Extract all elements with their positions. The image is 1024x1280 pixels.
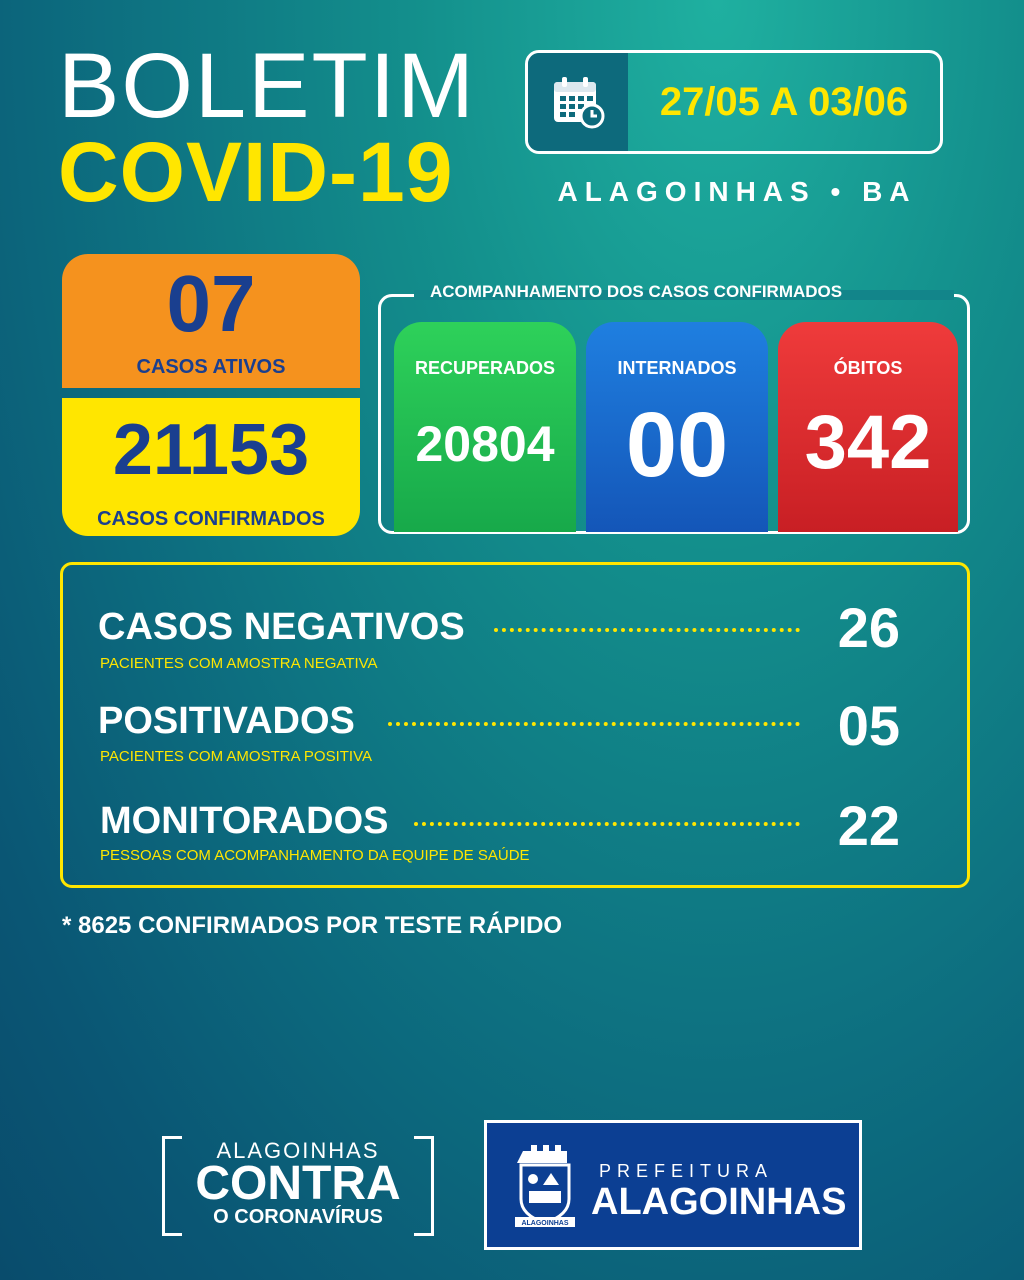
city-crest-icon [513,1141,577,1238]
prefeitura-logo [484,1120,862,1250]
prefeitura-label: PREFEITURA [599,1161,774,1181]
calendar-icon [528,53,628,151]
deaths-card [778,322,958,532]
positive-title: POSITIVADOS [98,700,355,742]
campaign-line1: ALAGOINHAS [216,1138,380,1163]
date-range: 27/05 A 03/06 [659,79,909,124]
monitored-title: MONITORADOS [100,800,389,842]
negative-leader-dots [494,628,800,632]
deaths-label: ÓBITOS [833,358,903,378]
monitored-value: 22 [837,794,900,857]
recovered-card [394,322,576,532]
recovered-value: 20804 [415,416,555,472]
hospitalized-card [586,322,768,532]
negative-subtitle: PACIENTES COM AMOSTRA NEGATIVA [100,655,378,672]
positive-leader-dots [388,722,800,726]
recovered-label: RECUPERADOS [414,358,556,378]
monitored-subtitle: PESSOAS COM ACOMPANHAMENTO DA EQUIPE DE SAÚDE [100,847,530,864]
date-range-box [525,50,943,154]
crest-caption: ALAGOINHAS [521,1220,569,1227]
title-boletim: BOLETIM [58,35,476,137]
active-cases-label: CASOS ATIVOS [136,356,286,378]
campaign-logo [162,1136,434,1236]
active-cases-value: 07 [166,259,256,348]
tracking-title: ACOMPANHAMENTO DOS CASOS CONFIRMADOS [430,282,843,301]
confirmed-cases-value: 21153 [112,410,310,490]
title-covid: COVID-19 [58,125,454,219]
hospitalized-value: 00 [625,394,729,496]
positive-subtitle: PACIENTES COM AMOSTRA POSITIVA [100,748,372,765]
positive-value: 05 [837,694,900,757]
active-cases-card [62,254,360,388]
prefeitura-city: ALAGOINHAS [591,1181,847,1223]
hospitalized-label: INTERNADOS [617,358,737,378]
confirmed-cases-label: CASOS CONFIRMADOS [97,508,325,530]
deaths-value: 342 [804,400,932,485]
campaign-line2: CONTRA [195,1157,401,1210]
confirmed-cases-card [62,398,360,536]
campaign-line3: O CORONAVÍRUS [213,1206,383,1228]
rapid-test-footnote: * 8625 CONFIRMADOS POR TESTE RÁPIDO [62,912,563,939]
negative-title: CASOS NEGATIVOS [98,606,465,648]
location: ALAGOINHAS • BA [557,176,917,207]
monitored-leader-dots [414,822,800,826]
negative-value: 26 [837,596,900,659]
